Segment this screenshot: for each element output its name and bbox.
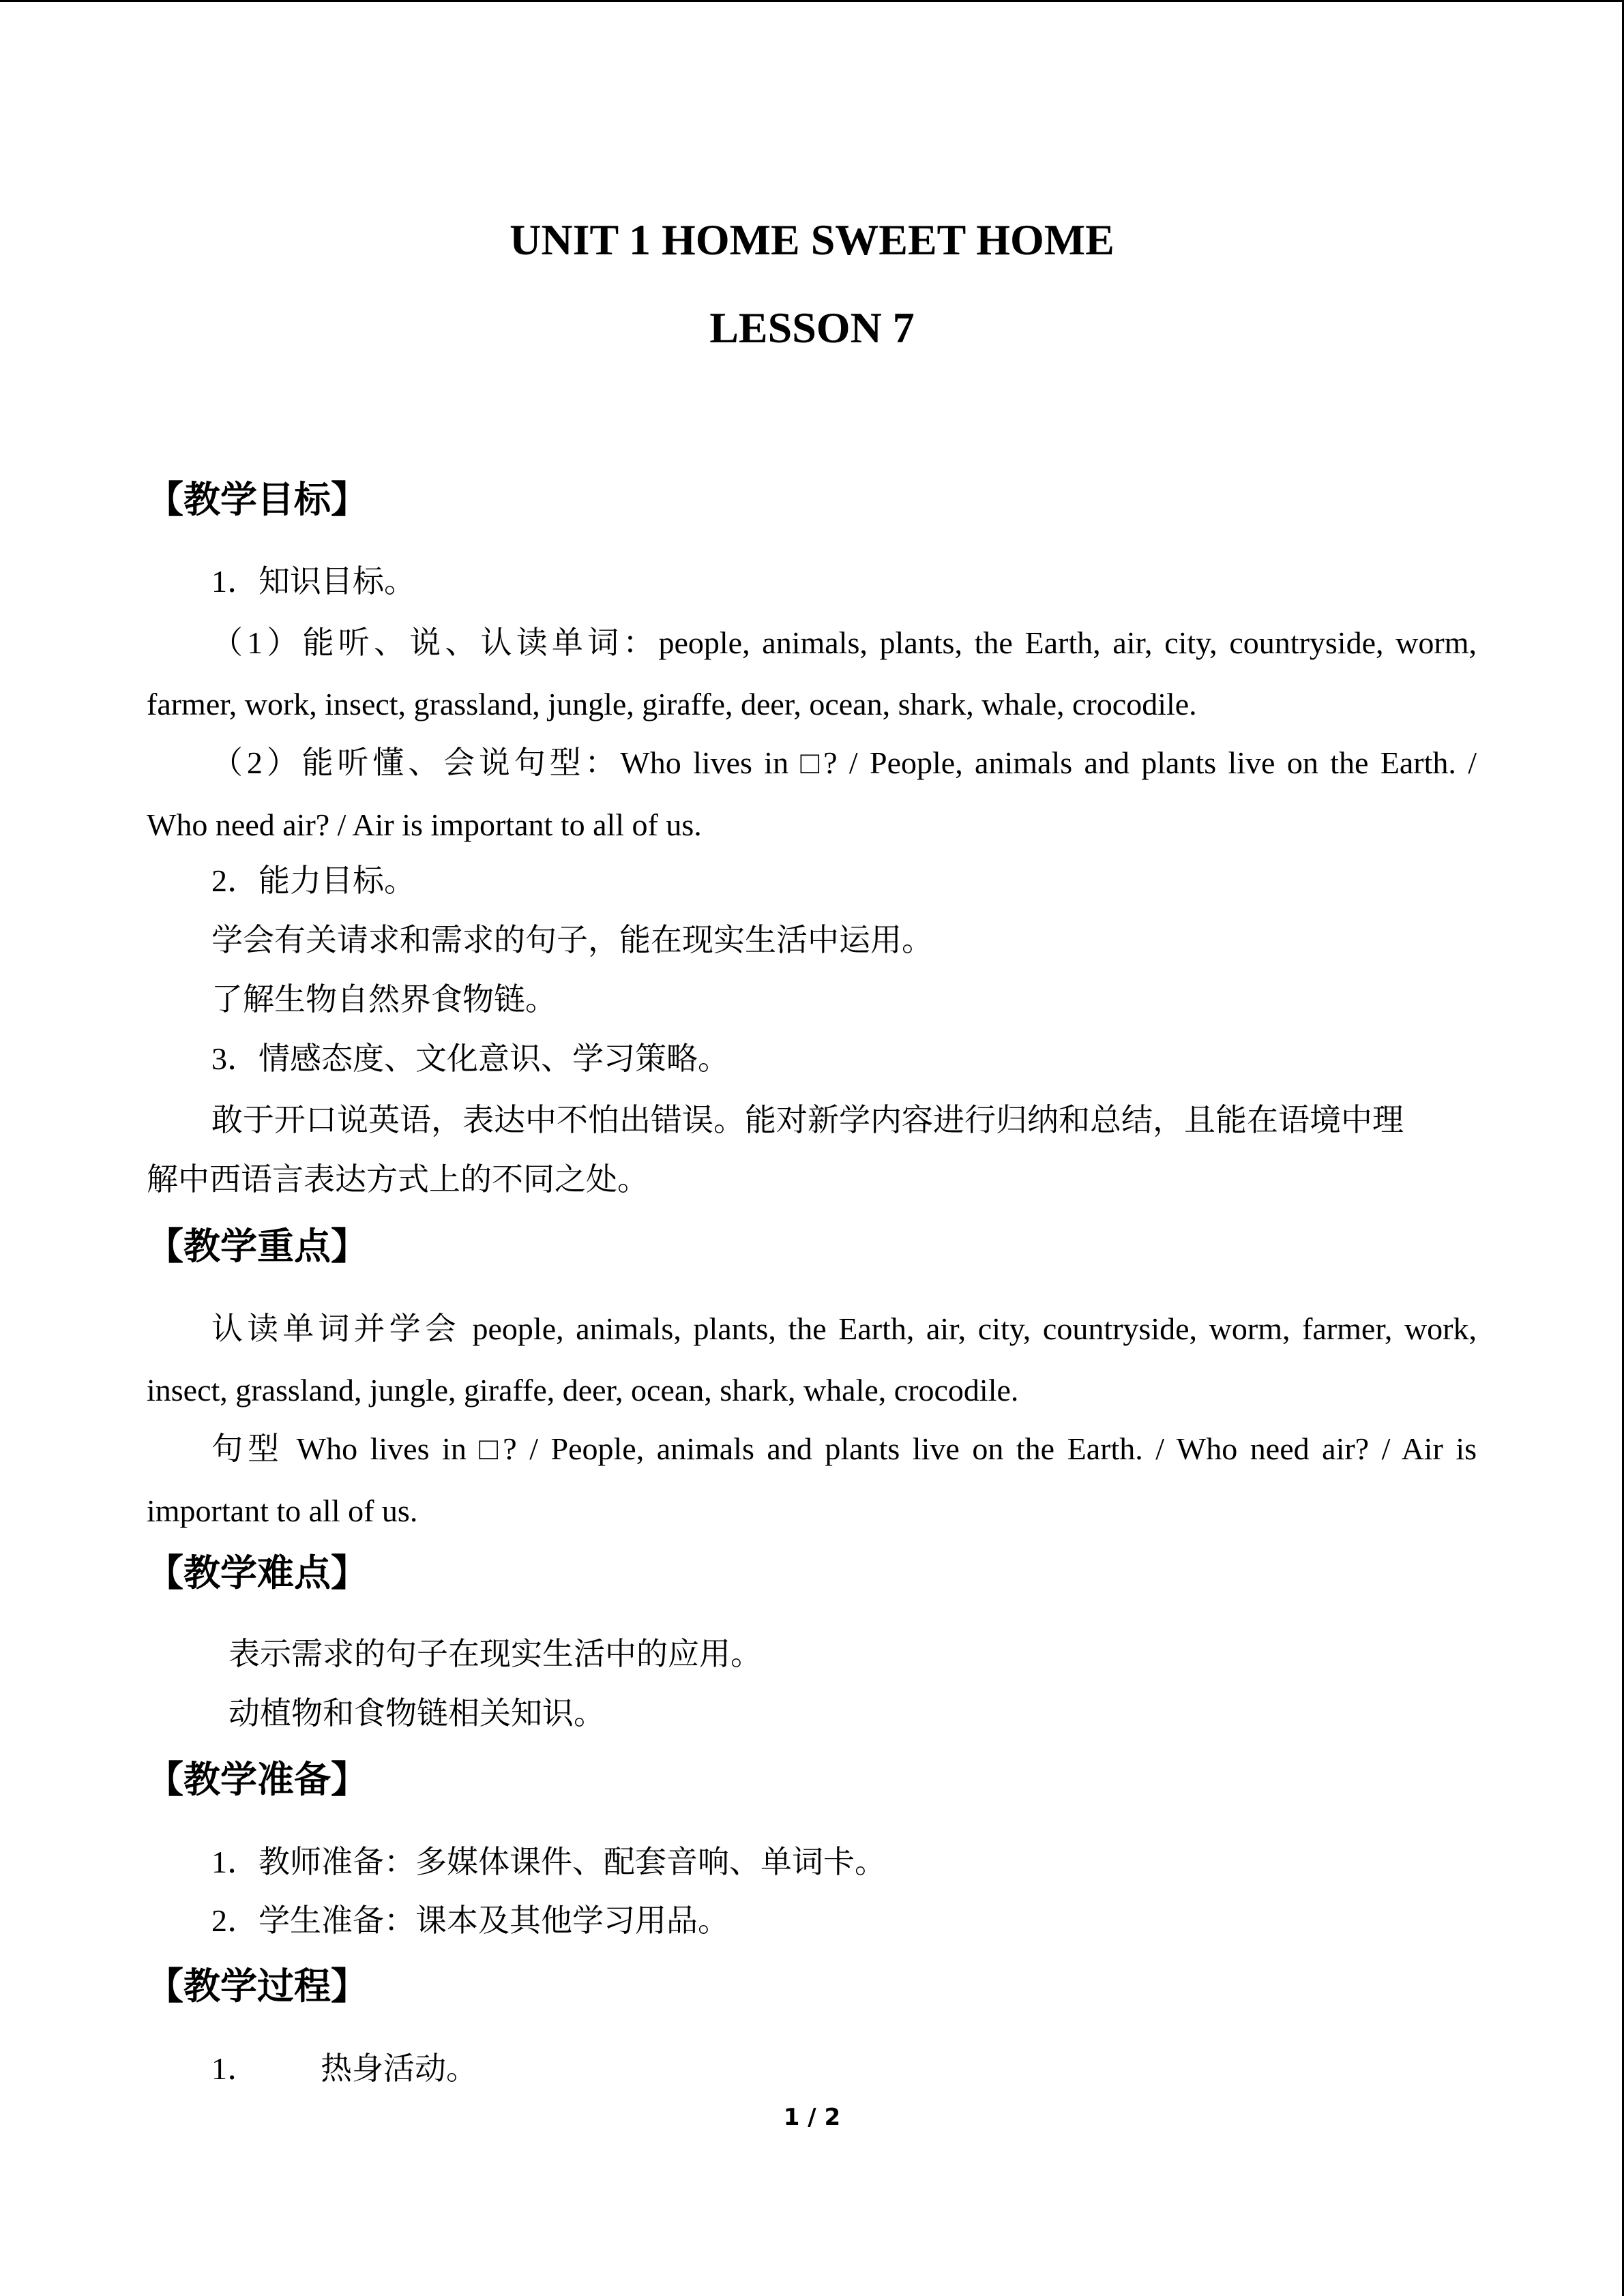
objective-item-1-line-2: farmer, work, insect, grassland, jungle, giraffe, deer, ocean, shark, whale, crocodile. (147, 687, 1197, 721)
knowledge-objective-title: 1．知识目标。 (211, 564, 415, 599)
page-number: 1 / 2 (783, 2104, 841, 2131)
objective-item-2-line-1: （2）能听懂、会说句型：Who lives in □? / People, animals and plants live on the Earth. / (211, 745, 1477, 780)
ability-objective-1: 学会有关请求和需求的句子，能在现实生活中运用。 (211, 923, 933, 957)
document-subtitle: LESSON 7 (709, 303, 915, 352)
key-points-words-line-2: insect, grassland, jungle, giraffe, deer, ocean, shark, whale, crocodile. (147, 1373, 1019, 1407)
key-points-heading: 【教学重点】 (147, 1225, 368, 1268)
process-heading: 【教学过程】 (147, 1965, 368, 2008)
difficulties-heading: 【教学难点】 (147, 1551, 368, 1594)
emotion-objective-line-2: 解中西语言表达方式上的不同之处。 (147, 1162, 649, 1197)
objectives-heading: 【教学目标】 (147, 478, 368, 521)
ability-objective-2: 了解生物自然界食物链。 (211, 982, 557, 1017)
key-points-words-line-1: 认读单词并学会 people, animals, plants, the Earth, air, city, countryside, worm, farmer, work, (211, 1311, 1477, 1346)
difficulty-item-2: 动植物和食物链相关知识。 (228, 1696, 605, 1731)
difficulty-item-1: 表示需求的句子在现实生活中的应用。 (228, 1637, 762, 1671)
key-points-sentences-line-1: 句型 Who lives in □? / People, animals and plants live on the Earth. / Who need air? / Air is (211, 1431, 1477, 1466)
emotion-objective-title: 3．情感态度、文化意识、学习策略。 (211, 1041, 729, 1076)
document-title: UNIT 1 HOME SWEET HOME (510, 215, 1114, 264)
process-step-1-number: 1． (211, 2051, 259, 2086)
objective-item-1-line-1: （1）能听、说、认读单词：people, animals, plants, the Earth, air, city, countryside, worm, (211, 625, 1477, 660)
student-preparation: 2．学生准备：课本及其他学习用品。 (211, 1903, 729, 1938)
teacher-preparation: 1．教师准备：多媒体课件、配套音响、单词卡。 (211, 1845, 886, 1879)
objective-item-2-line-2: Who need air? / Air is important to all of us. (147, 807, 702, 842)
emotion-objective-line-1: 敢于开口说英语，表达中不怕出错误。能对新学内容进行归纳和总结，且能在语境中理 (211, 1103, 1404, 1137)
preparation-heading: 【教学准备】 (147, 1758, 368, 1801)
page-border-top (0, 0, 1624, 2)
process-step-1-label: 热身活动。 (321, 2051, 477, 2086)
key-points-sentences-line-2: important to all of us. (147, 1493, 418, 1528)
ability-objective-title: 2．能力目标。 (211, 863, 415, 898)
